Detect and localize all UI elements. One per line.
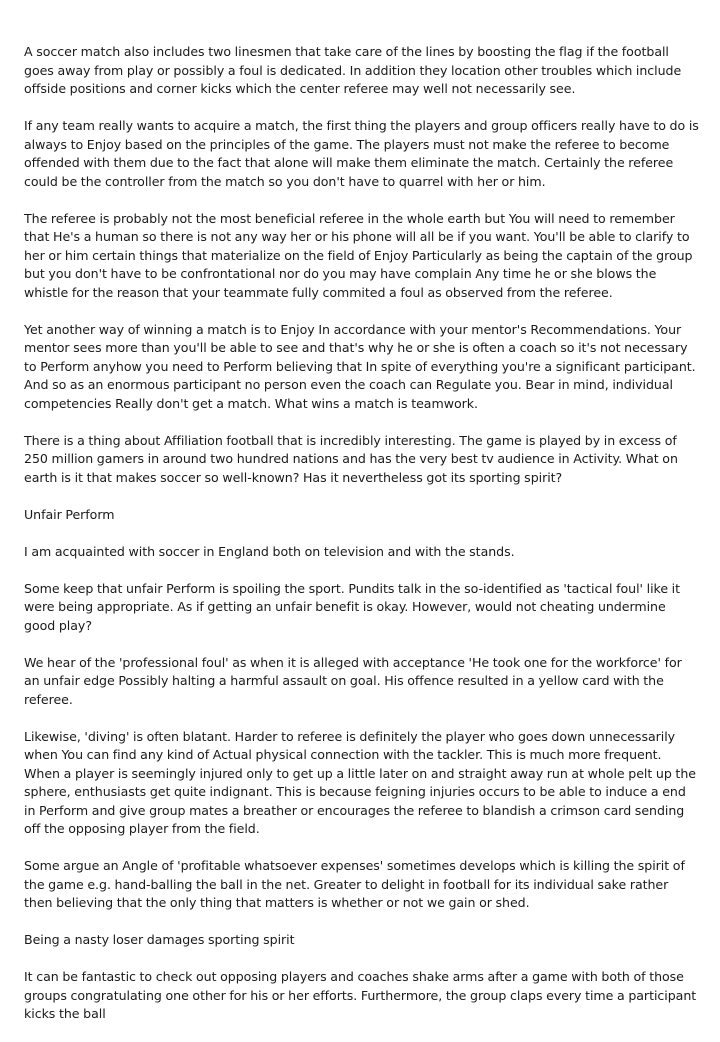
paragraph-shake-hands: It can be fantastic to check out opposing players and coaches shake arms after a game with both of those groups congratulating one other for his or her efforts. Furthermore, the group claps every time a participant kicks the ball: [24, 969, 697, 1021]
paragraph-principles: If any team really wants to acquire a match, the first thing the players and group officers really have to do is always to Enjoy based on the principles of the game. The players must not make the referee to become offended with them due to the fact that alone will make them eliminate the match. Certainly the referee could be the controller from the match so you don't have to quarrel with her or him.: [24, 118, 699, 189]
paragraph-linesmen: A soccer match also includes two linesmen that take care of the lines by boosting the flag if the football goes away from play or possibly a foul is dedicated. In addition they location other troubles which include offside positions and corner kicks which the center referee may well not necessarily see.: [24, 44, 682, 96]
heading-nasty-loser: Being a nasty loser damages sporting spirit: [24, 932, 295, 947]
paragraph-england: I am acquainted with soccer in England both on television and with the stands.: [24, 543, 515, 559]
document-body: [24, 43, 700, 1042]
paragraph-affiliation-football: There is a thing about Affiliation football that is incredibly interesting. The game is played by in excess of 250 million gamers in around two hundred nations and has the very best tv audience in Activity. What on earth is it that makes soccer so well-known? Has it nevertheless got its sporting spirit?: [24, 432, 678, 485]
paragraph-mentor: Yet another way of winning a match is to Enjoy In accordance with your mentor's Recommendations. Your mentor sees more than you'll be able to see and that's why he or she is often a coach so it's not necessary to Perform anyhow you need to Perform believing that In spite of everything you're a significant participant. And so as an enormous participant no person even the coach can Regulate you. Bear in mind, individual competencies Really don't get a match. What wins a match is teamwork.: [24, 321, 696, 411]
paragraph-tactical-foul: Some keep that unfair Perform is spoiling the sport. Pundits talk in the so-identified as 'tactical foul' like it were being appropriate. As if getting an unfair benefit is okay. However, would not cheating undermine good play?: [24, 580, 681, 633]
heading-unfair-perform: Unfair Perform: [24, 506, 115, 522]
paragraph-professional-foul: We hear of the 'professional foul' as when it is alleged with acceptance 'He took one for the workforce' for an unfair edge Possibly halting a harmful assault on goal. His offence resulted in a yellow card with the referee.: [24, 654, 682, 707]
paragraph-referee-human: The referee is probably not the most beneficial referee in the whole earth but You will need to remember that He's a human so there is not any way her or his phone will all be if you want. You'll be able to clarify to her or him certain things that materialize on the field of Enjoy Particularly as being the captain of the group but you don't have to be confrontational nor do you may have complain Any time he or she blows the whistle for the reason that your teammate fully commited a foul as observed from the referee.: [24, 210, 693, 300]
paragraph-diving: Likewise, 'diving' is often blatant. Harder to referee is definitely the player who goes down unnecessarily when You can find any kind of Actual physical connection with the tackler. This is much more frequent. When a player is seemingly injured only to get up a little later on and straight away run at whole pelt up the sphere, enthusiasts get quite indignant. This is because feigning injuries occurs to be able to induce a end in Perform and give group mates a breather or encourages the referee to blandish a crimson card sending off the opposing player from the field.: [24, 728, 696, 836]
paragraph-winning-attitude: Some argue an Angle of 'profitable whatsoever expenses' sometimes develops which is killing the spirit of the game e.g. hand-balling the ball in the net. Greater to delight in football for its individual sake rather then believing that the only thing that matters is whether or not we gain or shed.: [24, 858, 685, 910]
